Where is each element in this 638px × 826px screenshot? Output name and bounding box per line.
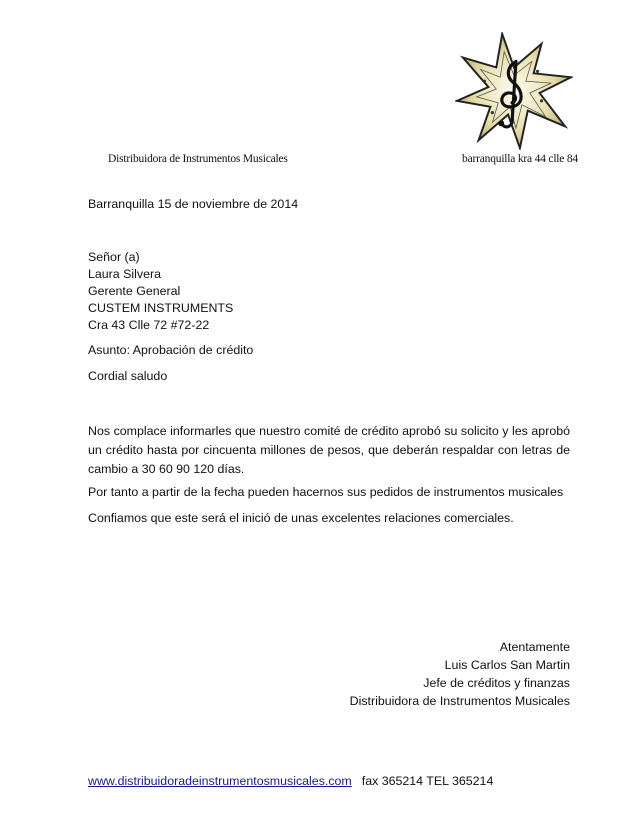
recipient-address: Cra 43 Clle 72 #72-22: [88, 318, 210, 332]
signature-name: Luis Carlos San Martin: [444, 658, 570, 672]
recipient-block: [88, 249, 233, 334]
star-treble-clef-logo: [455, 32, 573, 150]
signature-position: Jefe de créditos y finanzas: [423, 676, 570, 690]
website-link[interactable]: www.distribuidoradeinstrumentosmusicales.com: [88, 774, 352, 788]
body-paragraph-1: Nos complace informarles que nuestro comité de crédito aprobó su solicito y les aprobó un crédito hasta por cincuenta millones de pesos, que deberán respaldar con letras de cambio a 30 60 90 120 días.: [88, 424, 570, 476]
body-paragraph-3: Confiamos que este será el inició de unas excelentes relaciones comerciales.: [88, 511, 514, 525]
signature-company: Distribuidora de Instrumentos Musicales: [349, 694, 570, 708]
recipient-title: Gerente General: [88, 284, 181, 298]
header-address: barranquilla kra 44 clle 84: [462, 153, 578, 165]
letter-subject: Asunto: Aprobación de crédito: [88, 343, 254, 357]
letter-date: Barranquilla 15 de noviembre de 2014: [88, 197, 299, 211]
letter-footer: [88, 774, 493, 788]
signature-closing: Atentamente: [499, 640, 570, 654]
recipient-name: Laura Silvera: [88, 267, 162, 281]
recipient-salutation: Señor (a): [88, 250, 140, 264]
body-paragraph-2: Por tanto a partir de la fecha pueden hacernos sus pedidos de instrumentos musicales: [88, 485, 564, 499]
signature-block: [350, 638, 570, 710]
footer-contact: fax 365214 TEL 365214: [361, 774, 494, 788]
recipient-company: CUSTEM INSTRUMENTS: [88, 301, 234, 315]
letter-greeting: Cordial saludo: [88, 369, 168, 383]
header-company: Distribuidora de Instrumentos Musicales: [108, 153, 288, 165]
